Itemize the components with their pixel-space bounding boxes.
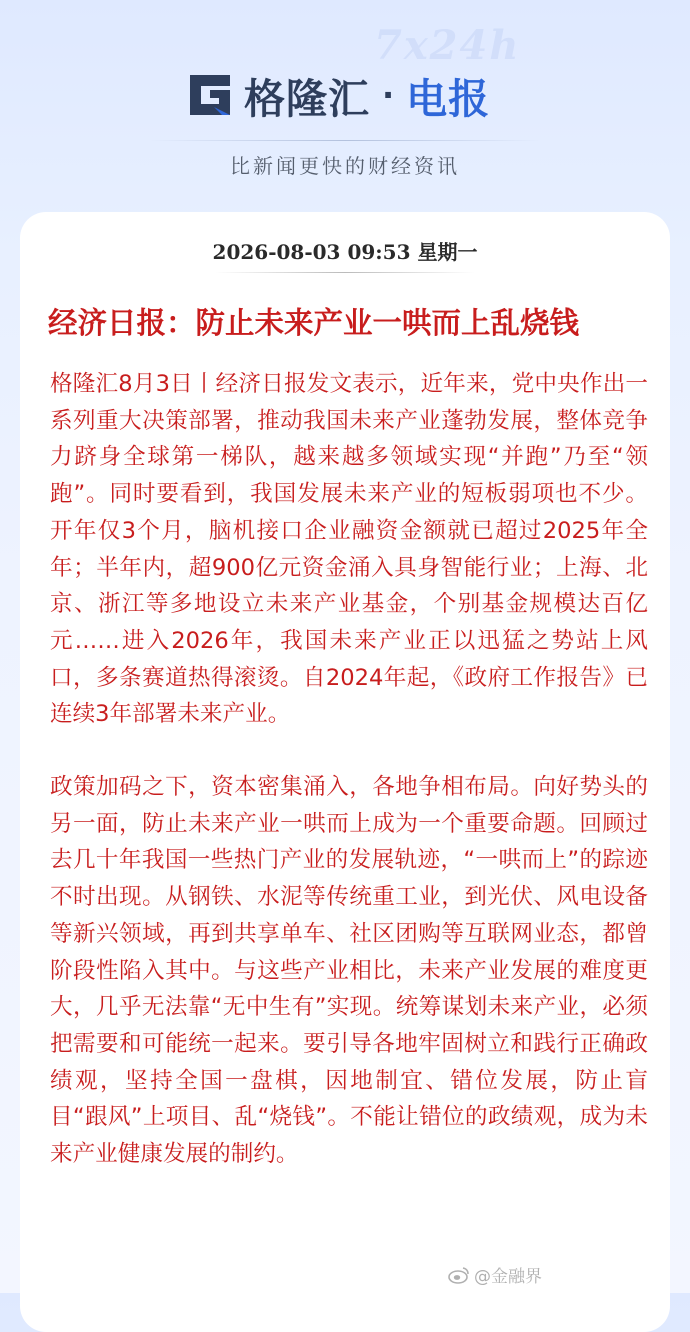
dateline: 2026-08-03 09:53 星期一 <box>212 240 478 264</box>
article-body <box>50 366 648 1173</box>
brand-separator: · <box>382 76 395 114</box>
weibo-icon <box>448 1266 470 1284</box>
paragraph-1: 格隆汇8月3日丨经济日报发文表示，近年来，党中央作出一系列重大决策部署，推动我国未来产业蓬勃发展，整体竞争力跻身全球第一梯队，越来越多领域实现“并跑”乃至“领跑”。同时要看到，我国发展未来产业的短板弱项也不少。开年仅3个月，脑机接口企业融资金额就已超过2025年全年；半年内，超900亿元资金涌入具身智能行业；上海、北京、浙江等多地设立未来产业基金，个别基金规模达百亿元……进入2026年，我国未来产业正以迅猛之势站上风口，多条赛道热得滚烫。自2024年起，《政府工作报告》已连续3年部署未来产业。 <box>50 371 648 728</box>
watermark-7x24h: 7x24h <box>374 22 521 69</box>
paragraph-2: 政策加码之下，资本密集涌入，各地争相布局。向好势头的另一面，防止未来产业一哄而上成为一个重要命题。回顾过去几十年我国一些热门产业的发展轨迹，“一哄而上”的踪迹不时出现。从钢铁、水泥等传统重工业，到光伏、风电设备等新兴领域，再到共享单车、社区团购等互联网业态，都曾阶段性陷入其中。与这些产业相比，未来产业发展的难度更大，几乎无法靠“无中生有”实现。统筹谋划未来产业，必须把需要和可能统一起来。要引导各地牢固树立和践行正确政绩观，坚持全国一盘棋，因地制宜、错位发展，防止盲目“跟风”上项目、乱“烧钱”。不能让错位的政绩观，成为未来产业健康发展的制约。 <box>50 774 648 1168</box>
brand-subtitle: 电报 <box>406 74 491 123</box>
weibo-watermark <box>448 1262 542 1287</box>
headline: 经济日报：防止未来产业一哄而上乱烧钱 <box>48 305 580 340</box>
tagline-divider <box>150 140 540 141</box>
brand <box>184 62 490 128</box>
weibo-handle: @金融界 <box>474 1267 542 1287</box>
glh-g-logo-icon <box>184 69 236 121</box>
news-card <box>20 212 670 1332</box>
tagline-wrap <box>150 140 540 180</box>
dateline-divider <box>215 272 475 273</box>
brand-name: 格隆汇 <box>244 74 370 123</box>
tagline: 比新闻更快的财经资讯 <box>230 153 460 178</box>
header <box>0 0 690 212</box>
